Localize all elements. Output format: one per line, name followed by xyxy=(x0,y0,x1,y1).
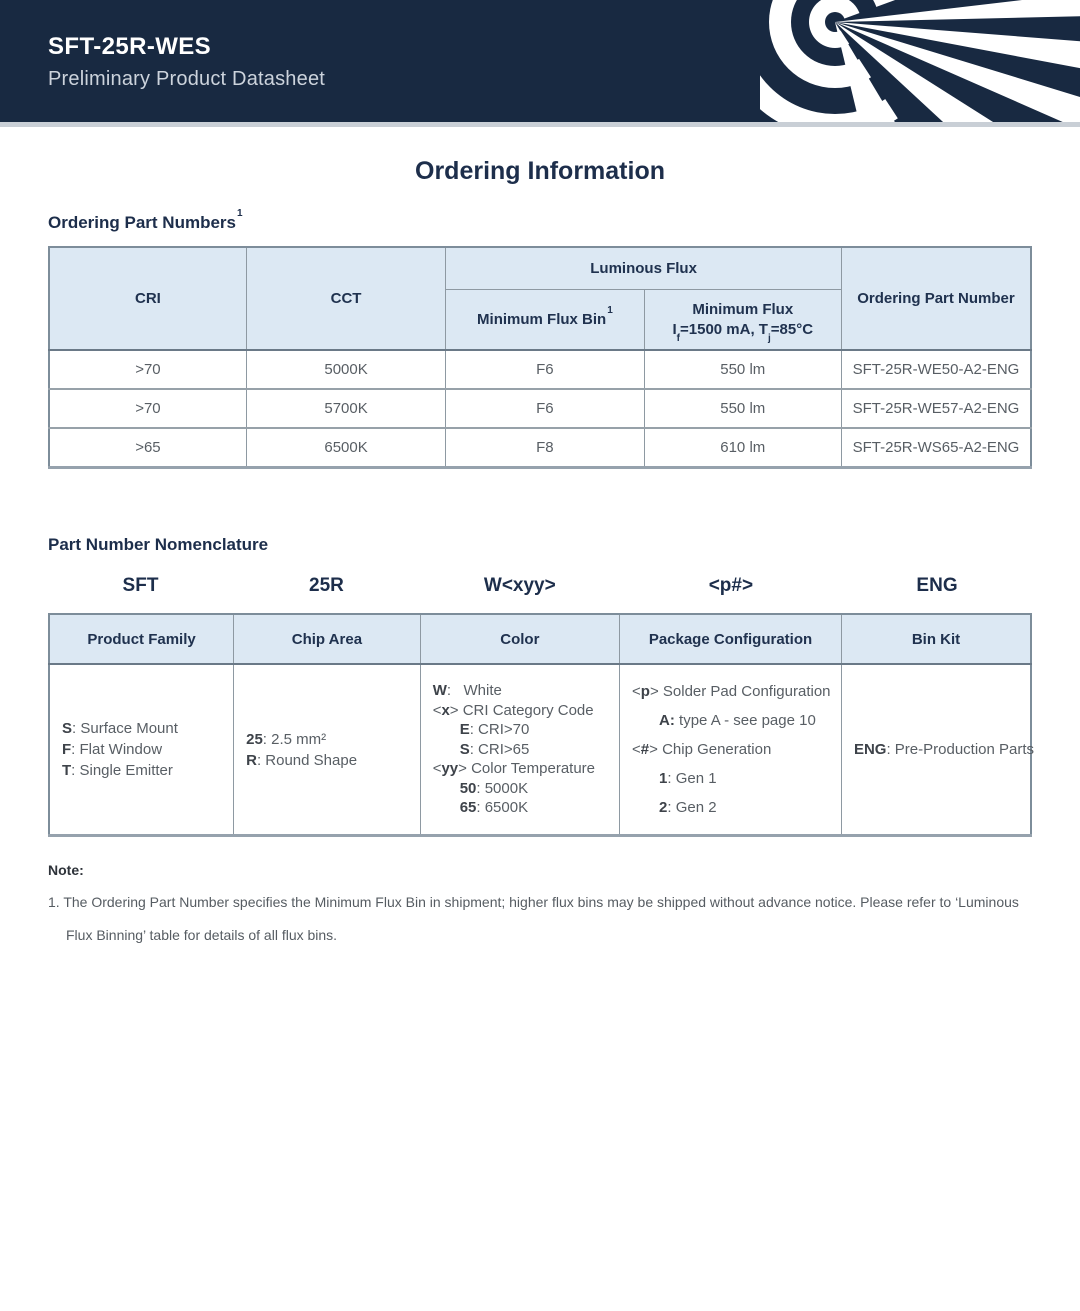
nomenclature-body-row xyxy=(49,664,1031,836)
conditions-mid: =1500 mA, T xyxy=(680,321,768,338)
note-items xyxy=(48,886,1032,952)
ordering-heading-text: Ordering Part Numbers xyxy=(48,213,236,232)
doc-title: SFT-25R-WES xyxy=(48,33,212,60)
ordering-header-row-1 xyxy=(49,247,1031,290)
nomenclature-line: <x> CRI Category Code xyxy=(432,701,594,719)
nomenclature-line: 65: 6500K xyxy=(459,799,529,817)
table-row xyxy=(49,428,1031,468)
part-number-code-label: ENG xyxy=(916,575,958,596)
col-header-cct: CCT xyxy=(246,247,445,350)
nomenclature-line: 2: Gen 2 xyxy=(659,799,717,816)
subscript-f: f xyxy=(676,333,680,344)
nomen-col-header: Chip Area xyxy=(234,614,421,664)
part-number-code-label: W<xyy> xyxy=(483,575,556,596)
ordering-part-numbers-heading xyxy=(48,208,1032,233)
cell-min-flux-bin: F6 xyxy=(446,350,644,389)
nomen-col-cell xyxy=(620,664,842,836)
nomenclature-line: <p> Solder Pad Configuration xyxy=(632,683,831,700)
nomen-col-header: Product Family xyxy=(49,614,234,664)
nomenclature-line: S: CRI>65 xyxy=(459,740,530,758)
ordering-part-numbers-table xyxy=(48,246,1032,469)
ordering-table-body xyxy=(49,350,1031,468)
min-flux-bin-text: Minimum Flux Bin xyxy=(477,311,607,328)
cell-part-number: SFT-25R-WE50-A2-ENG xyxy=(841,350,1031,389)
col-header-min-flux xyxy=(644,290,841,351)
nomen-col-header: Package Configuration xyxy=(620,614,842,664)
nomenclature-line: ENG: Pre-Production Parts xyxy=(853,741,1035,758)
cell-min-flux-bin: F6 xyxy=(446,389,644,428)
nomen-col-cell xyxy=(841,664,1035,836)
header-text-block xyxy=(0,0,1080,91)
page-header xyxy=(0,0,1080,122)
doc-subtitle: Preliminary Product Datasheet xyxy=(48,68,326,90)
nomenclature-line: W: White xyxy=(432,682,502,700)
min-flux-conditions xyxy=(646,321,840,344)
nomenclature-line: F: Flat Window xyxy=(62,741,163,758)
nomen-col-cell xyxy=(234,664,421,836)
nomen-col-header: Color xyxy=(420,614,619,664)
col-header-cri: CRI xyxy=(49,247,246,350)
nomenclature-line: A: type A - see page 10 xyxy=(659,712,816,729)
nomenclature-line: E: CRI>70 xyxy=(459,721,530,739)
nomenclature-line: <yy> Color Temperature xyxy=(432,760,596,778)
nomenclature-line: S: Surface Mount xyxy=(62,720,178,737)
symbol-I: I xyxy=(672,321,677,338)
nomenclature-line: T: Single Emitter xyxy=(62,762,173,779)
nomenclature-line: <#> Chip Generation xyxy=(632,741,772,758)
col-header-min-flux-bin xyxy=(446,290,644,351)
conditions-end: =85°C xyxy=(770,321,814,338)
cell-cct: 6500K xyxy=(246,428,445,468)
ordering-heading-footnote-ref: 1 xyxy=(237,208,243,220)
nomenclature-line: 1: Gen 1 xyxy=(659,770,717,787)
nomen-col-cell xyxy=(49,664,234,836)
col-header-luminous-flux: Luminous Flux xyxy=(446,247,842,290)
nomen-col-header: Bin Kit xyxy=(841,614,1031,664)
nomenclature-table xyxy=(48,613,1035,837)
col-header-ordering-part-number: Ordering Part Number xyxy=(841,247,1031,350)
cell-part-number: SFT-25R-WE57-A2-ENG xyxy=(841,389,1031,428)
section-title: Ordering Information xyxy=(415,157,665,185)
nomenclature-line: 50: 5000K xyxy=(459,779,529,797)
table-row xyxy=(49,389,1031,428)
header-divider xyxy=(0,122,1080,127)
nomen-col-cell xyxy=(420,664,619,836)
cell-part-number: SFT-25R-WS65-A2-ENG xyxy=(841,428,1031,468)
cell-min-flux: 610 lm xyxy=(644,428,841,468)
part-number-code-label: SFT xyxy=(122,575,159,596)
nomenclature-heading: Part Number Nomenclature xyxy=(48,535,269,554)
cell-cri: >70 xyxy=(49,350,246,389)
subscript-j: j xyxy=(767,333,771,344)
nomenclature-line: R: Round Shape xyxy=(246,751,358,769)
note-label: Note: xyxy=(48,862,84,878)
part-number-code-row xyxy=(48,575,1032,597)
table-row xyxy=(49,350,1031,389)
cell-cct: 5000K xyxy=(246,350,445,389)
cell-cct: 5700K xyxy=(246,389,445,428)
part-number-code-label: <p#> xyxy=(708,575,754,596)
cell-cri: >65 xyxy=(49,428,246,468)
min-flux-line1: Minimum Flux xyxy=(692,301,794,318)
nomenclature-line: 25: 2.5 mm² xyxy=(246,730,327,748)
note-section xyxy=(48,862,1032,952)
cell-min-flux: 550 lm xyxy=(644,389,841,428)
min-flux-bin-footnote-ref: 1 xyxy=(607,305,613,316)
note-item: 1. The Ordering Part Number specifies the Minimum Flux Bin in shipment; higher flux bins may be shipped without advance notice. Please refer to ‘Luminous Flux Binning’ table for details of all flux bins. xyxy=(48,894,1019,943)
page-body xyxy=(0,157,1080,952)
cell-min-flux: 550 lm xyxy=(644,350,841,389)
nomenclature-header-row xyxy=(49,614,1031,664)
cell-min-flux-bin: F8 xyxy=(446,428,644,468)
cell-cri: >70 xyxy=(49,389,246,428)
part-number-code-label: 25R xyxy=(309,575,344,596)
